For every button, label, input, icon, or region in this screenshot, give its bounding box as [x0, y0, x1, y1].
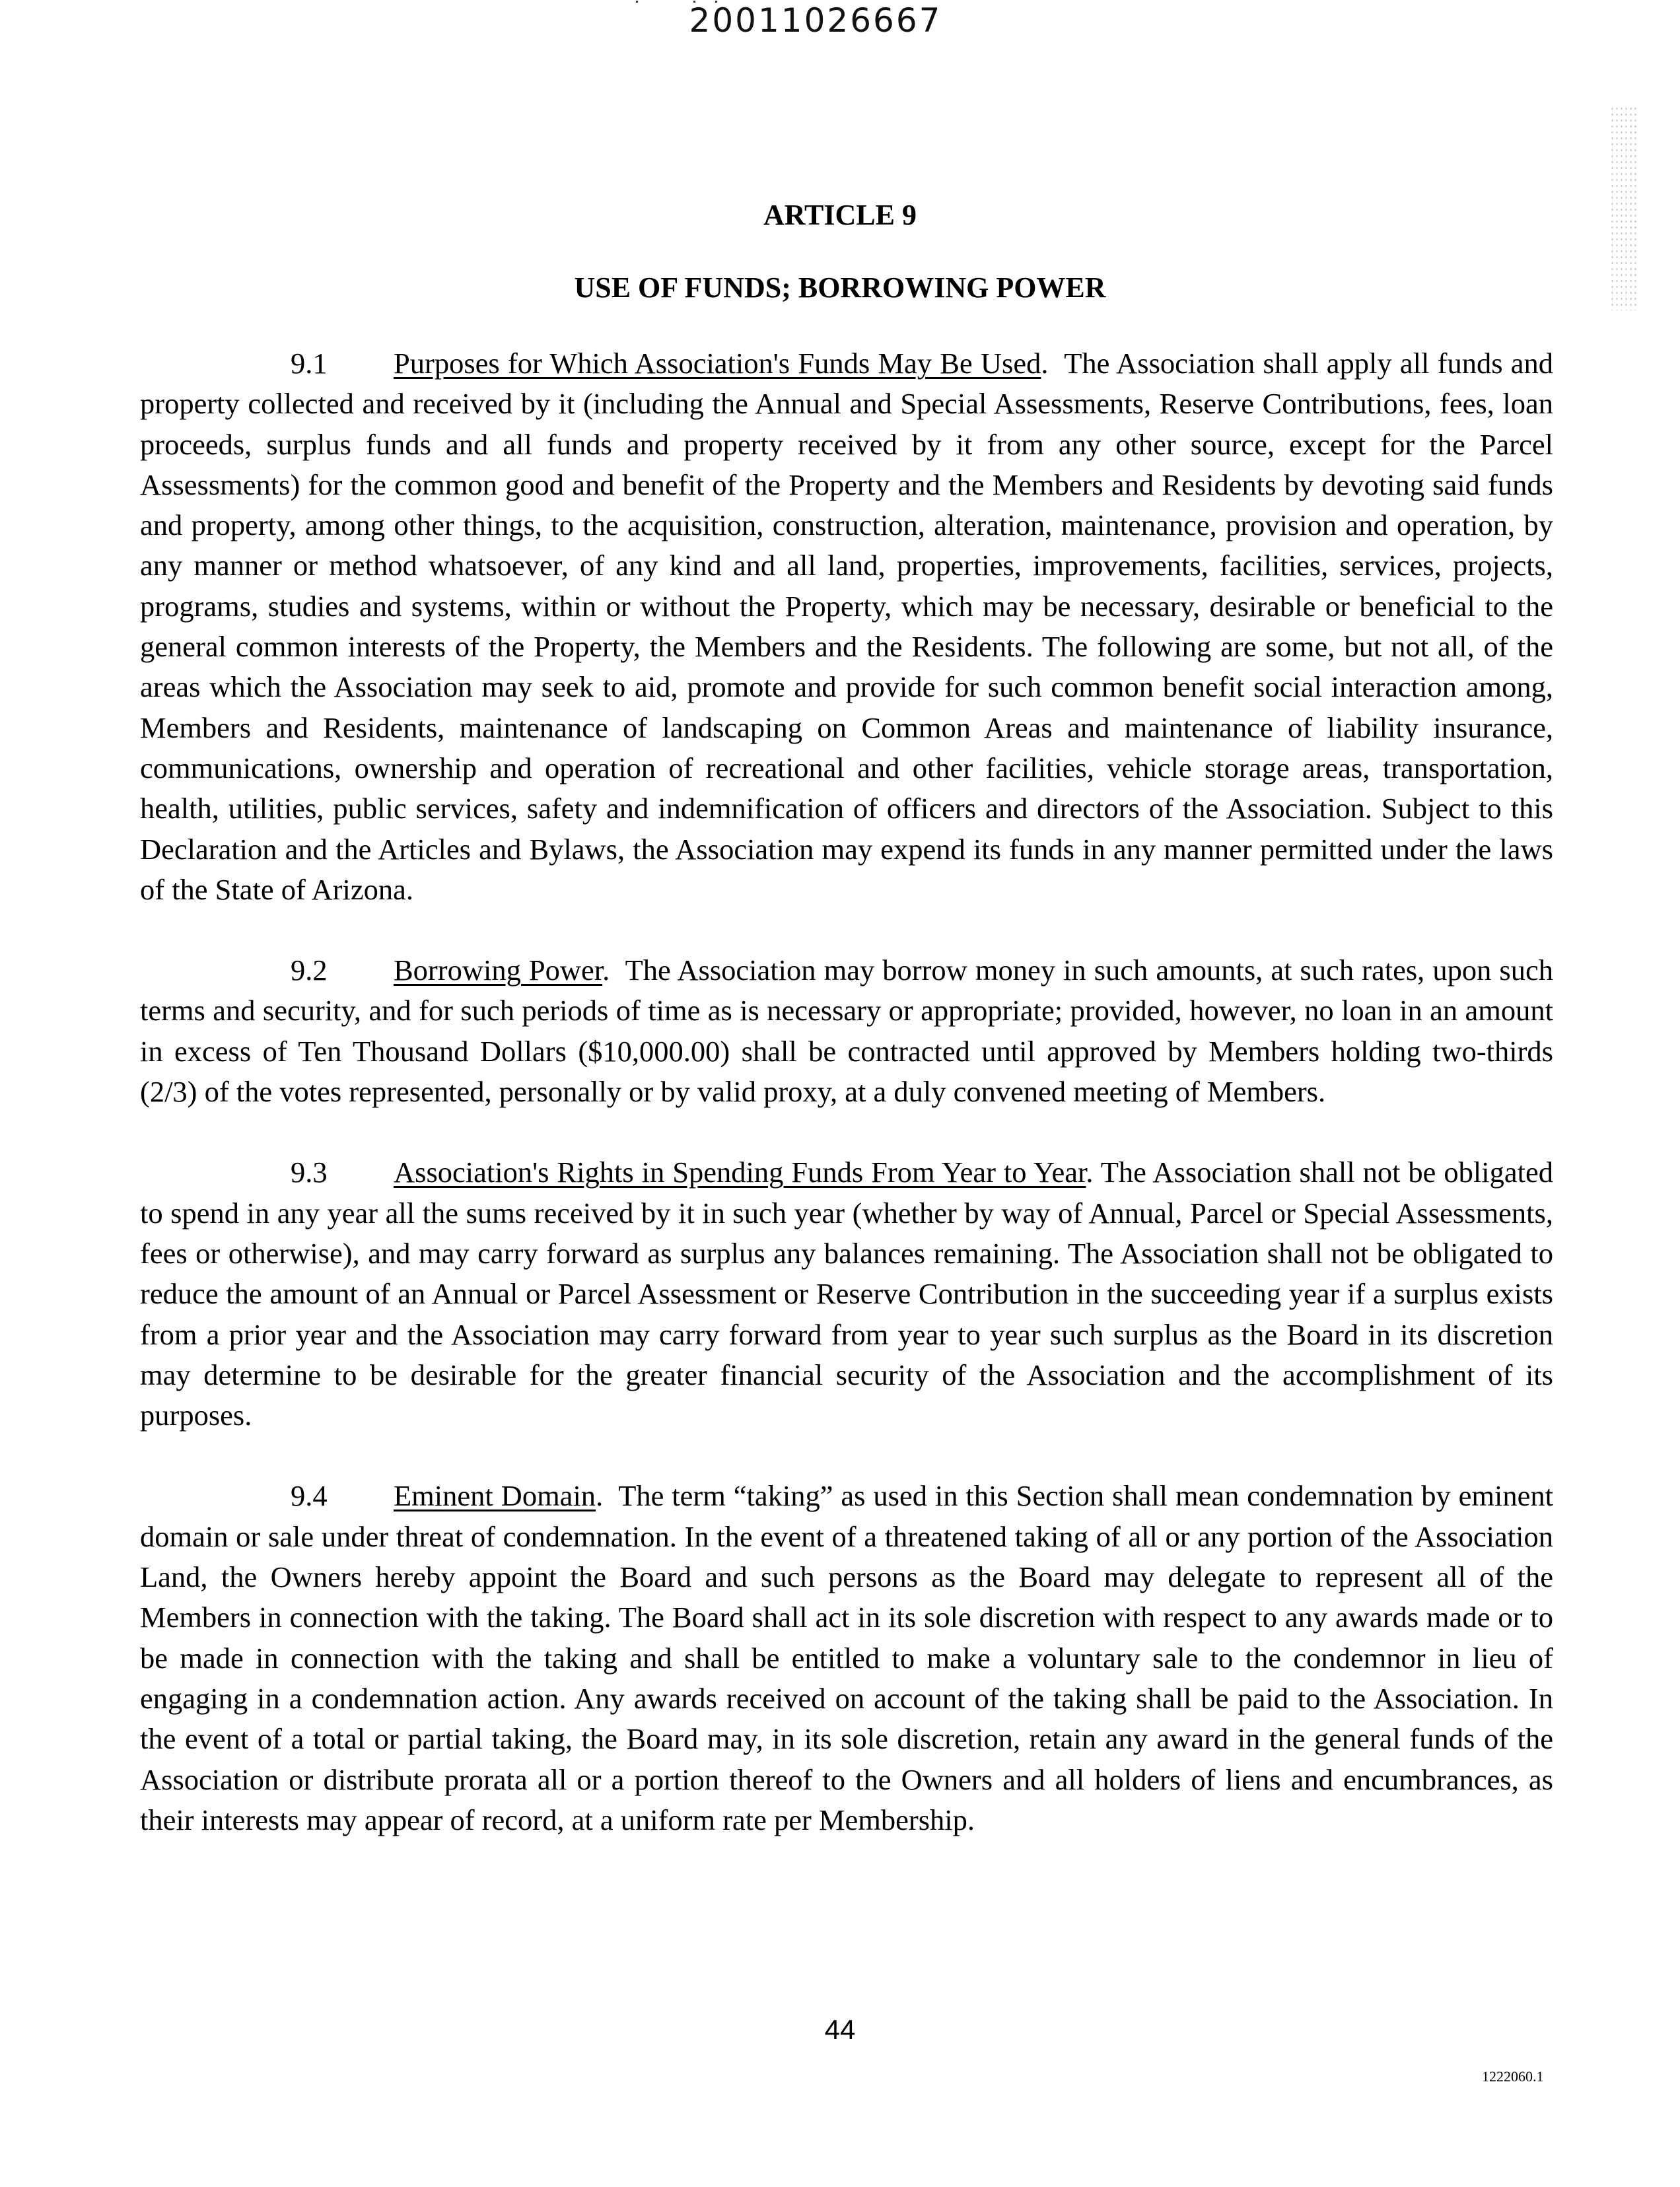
document-reference-number: 1222060.1 — [1482, 2068, 1544, 2085]
section-9-2 — [140, 950, 1553, 1112]
section-heading: Eminent Domain — [394, 1479, 596, 1513]
section-number: 9.4 — [291, 1479, 328, 1513]
section-text: The term “taking” as used in this Section shall mean condemnation by eminent domain or sale under threat of condemnation. In the event of a threatened taking of all or any portion of the Association Land, the Owners hereby appoint the Board and such persons as the Board may delegate to represent all of the Members in connection with the taking. The Board shall act in its sole discretion with respect to any awards made or to be made in connection with the taking and shall be entitled to make a voluntary sale to the condemnor in lieu of engaging in a condemnation action. Any awards received on account of the taking shall be paid to the Association. In the event of a total or partial taking, the Board may, in its sole discretion, retain any award in the general funds of the Association or distribute prorata all or a portion thereof to the Owners and all holders of liens and encumbrances, as their interests may appear of record, at a uniform rate per Membership. — [140, 1479, 1554, 1836]
section-9-4 — [140, 1476, 1553, 1840]
article-body — [140, 343, 1553, 1840]
section-heading-punct: . — [1086, 1156, 1094, 1189]
section-number: 9.1 — [291, 347, 328, 380]
section-heading-punct: . — [602, 954, 610, 987]
section-heading-punct: . — [596, 1479, 604, 1513]
section-heading-punct: . — [1041, 347, 1049, 380]
section-heading: Purposes for Which Association's Funds May Be Used — [394, 347, 1041, 380]
recording-document-number: 20011026667 — [689, 1, 942, 40]
section-heading: Association's Rights in Spending Funds From Year to Year — [394, 1156, 1086, 1189]
page-number: 44 — [824, 2014, 856, 2045]
section-text: The Association shall apply all funds and property collected and received by it (including the Annual and Special Assessments, Reserve Contributions, fees, loan proceeds, surplus funds and all funds and property received by it from any other source, except for the Parcel Assessments) for the common good and benefit of the Property and the Members and Residents by devoting said funds and property, among other things, to the acquisition, construction, alteration, maintenance, provision and operation, by any manner or method whatsoever, of any kind and all land, properties, improvements, facilities, services, projects, programs, studies and systems, within or without the Property, which may be necessary, desirable or beneficial to the general common interests of the Property, the Members and the Residents. The following are some, but not all, of the areas which the Association may seek to aid, promote and provide for such common benefit social interaction among, Members and Residents, maintenance of landscaping on Common Areas and maintenance of liability insurance, communications, ownership and operation of recreational and other facilities, vehicle storage areas, transportation, health, utilities, public services, safety and indemnification of officers and directors of the Association. Subject to this Declaration and the Articles and Bylaws, the Association may expend its funds in any manner permitted under the laws of the State of Arizona. — [140, 347, 1554, 906]
article-title: ARTICLE 9 — [763, 199, 917, 231]
section-number: 9.3 — [291, 1156, 328, 1189]
section-heading: Borrowing Power — [394, 954, 603, 987]
section-9-1 — [140, 343, 1553, 910]
article-subtitle: USE OF FUNDS; BORROWING POWER — [574, 271, 1106, 304]
section-text: The Association shall not be obligated to spend in any year all the sums received by it in such year (whether by way of Annual, Parcel or Special Assessments, fees or otherwise), and may carry forward as surplus any balances remaining. The Association shall not be obligated to reduce the amount of an Annual or Parcel Assessment or Reserve Contribution in the succeeding year if a surplus exists from a prior year and the Association may carry forward from year to year such surplus as the Board in its discretion may determine to be desirable for the greater financial security of the Association and the accomplishment of its purposes. — [140, 1156, 1553, 1432]
section-number: 9.2 — [291, 954, 328, 987]
section-text: The Association may borrow money in such amounts, at such rates, upon such terms and security, and for such periods of time as is necessary or appropriate; provided, however, no loan in an amount in excess of Ten Thousand Dollars ($10,000.00) shall be contracted until approved by Members holding two-thirds (2/3) of the votes represented, personally or by valid proxy, at a duly convened meeting of Members. — [140, 954, 1553, 1109]
section-9-3 — [140, 1152, 1553, 1436]
